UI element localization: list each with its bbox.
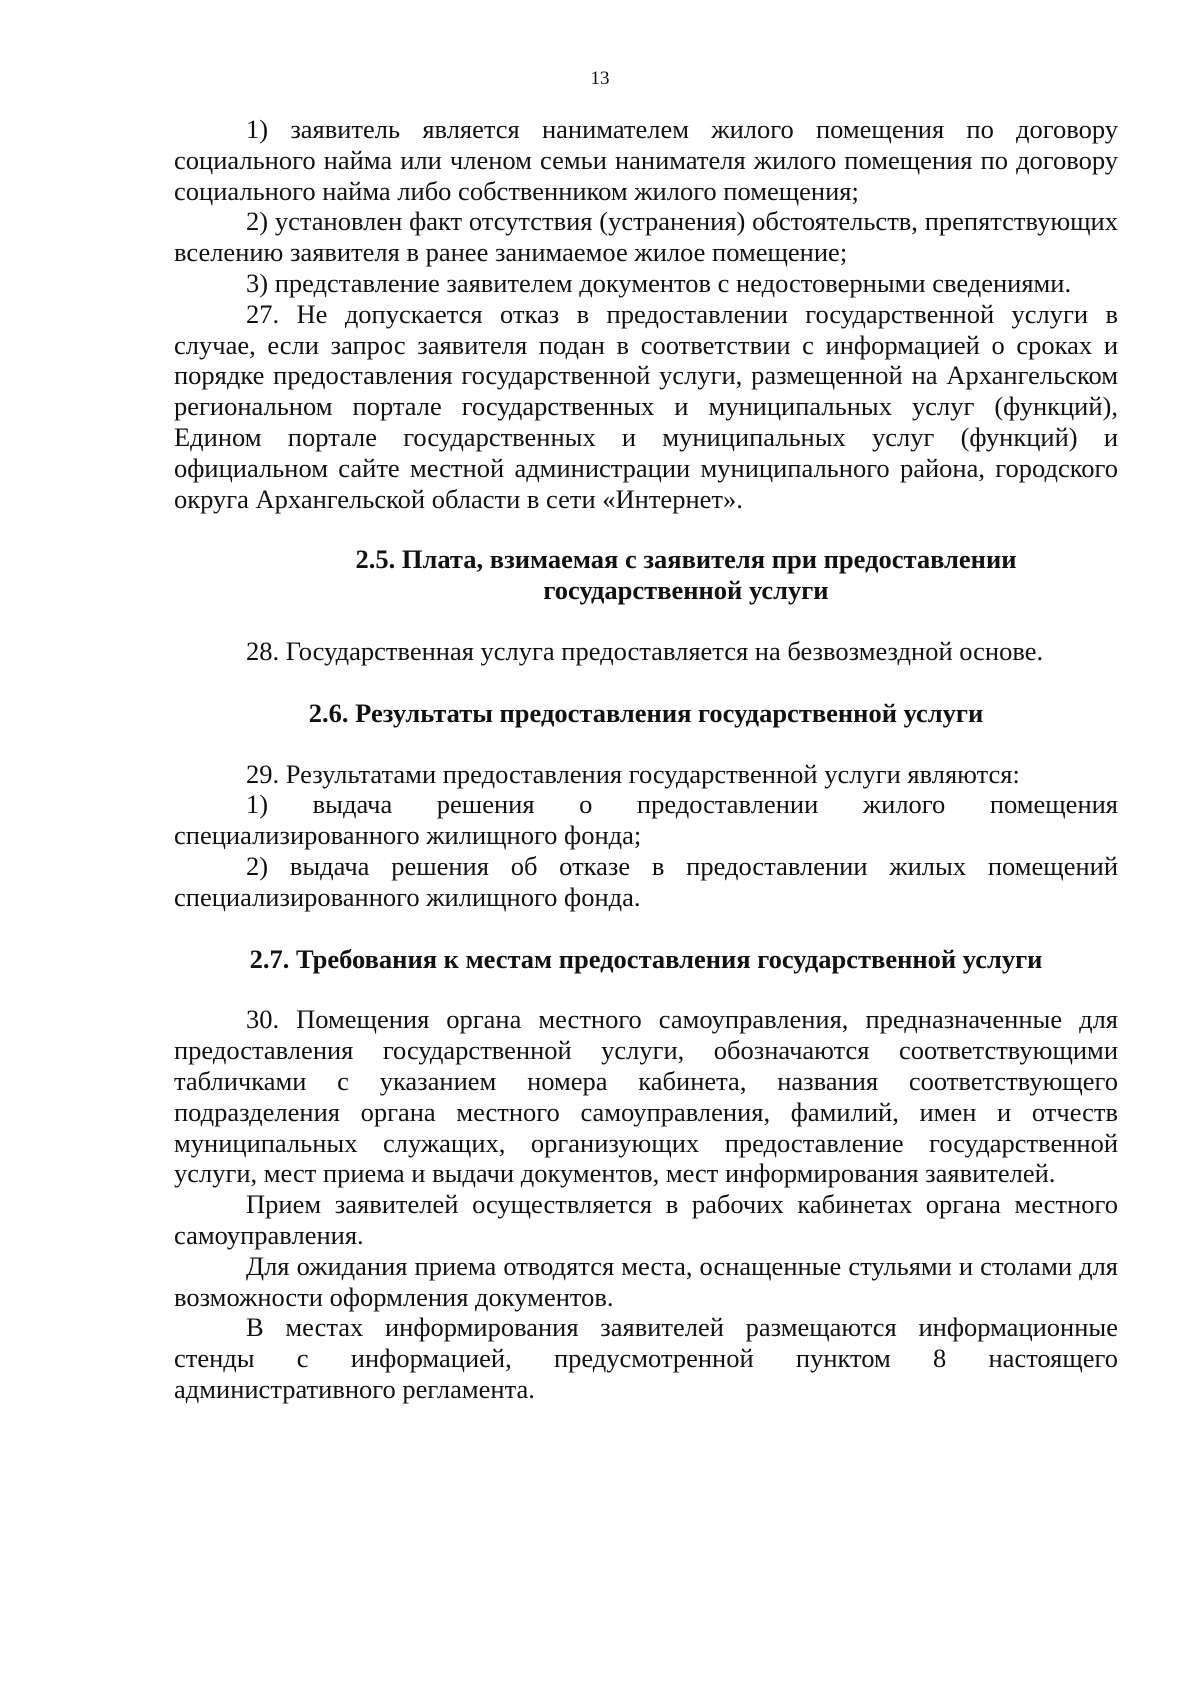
paragraph-28: 28. Государственная услуга предоставляется на безвозмездной основе.	[246, 635, 1044, 666]
paragraph-info-stands: В местах информирования заявителей размещаются информационные стенды с информацией, предусмотренной пунктом 8 настоящего административного регламента.	[174, 1312, 1118, 1404]
section-2-5-heading-line-1: 2.5. Плата, взимаемая с заявителя при предоставлении	[355, 544, 1017, 575]
section-2-7-heading: 2.7. Требования к местам предоставления государственной услуги	[249, 943, 1043, 974]
paragraph-reception: Прием заявителей осуществляется в рабочих кабинетах органа местного самоуправления.	[174, 1189, 1118, 1250]
paragraph-item-1: 1) заявитель является нанимателем жилого помещения по договору социального найма или членом семьи нанимателя жилого помещения по договору социального найма либо собственником жилого помещения;	[174, 114, 1118, 206]
paragraph-waiting: Для ожидания приема отводятся места, оснащенные стульями и столами для возможности оформления документов.	[174, 1250, 1118, 1312]
paragraph-30: 30. Помещения органа местного самоуправления, предназначенные для предоставления государственной услуги, обозначаются соответствующими табличками с указанием номера кабинета, названия соответствующего подразделения органа местного самоуправления, фамилий, имен и отчеств муниципальных служащих, организующих предоставление государственной услуги, мест приема и выдачи документов, мест информирования заявителей.	[174, 1004, 1118, 1189]
section-2-6-heading: 2.6. Результаты предоставления государственной услуги	[308, 697, 984, 728]
section-2-5-heading	[174, 544, 1118, 606]
paragraph-29: 29. Результатами предоставления государственной услуги являются:	[246, 758, 1020, 789]
paragraph-29-item-2: 2) выдача решения об отказе в предоставлении жилых помещений специализированного жилищного фонда.	[174, 850, 1118, 912]
paragraph-29-item-1: 1) выдача решения о предоставлении жилого помещения специализированного жилищного фонда;	[174, 789, 1118, 851]
section-2-5-heading-line-2: государственной услуги	[543, 575, 829, 606]
document-body	[174, 114, 1118, 1405]
page-number: 13	[590, 68, 610, 89]
paragraph-item-3: 3) представление заявителем документов с недостоверными сведениями.	[246, 267, 1072, 298]
paragraph-27: 27. Не допускается отказ в предоставлении государственной услуги в случае, если запрос заявителя подан в соответствии с информацией о сроках и порядке предоставления государственной услуги, размещенной на Архангельском региональном портале государственных и муниципальных услуг (функций), Едином портале государственных и муниципальных услуг (функций) и официальном сайте местной администрации муниципального района, городского округа Архангельской области в сети «Интернет».	[174, 298, 1118, 514]
paragraph-item-2: 2) установлен факт отсутствия (устранения) обстоятельств, препятствующих вселению заявителя в ранее занимаемое жилое помещение;	[174, 206, 1118, 268]
